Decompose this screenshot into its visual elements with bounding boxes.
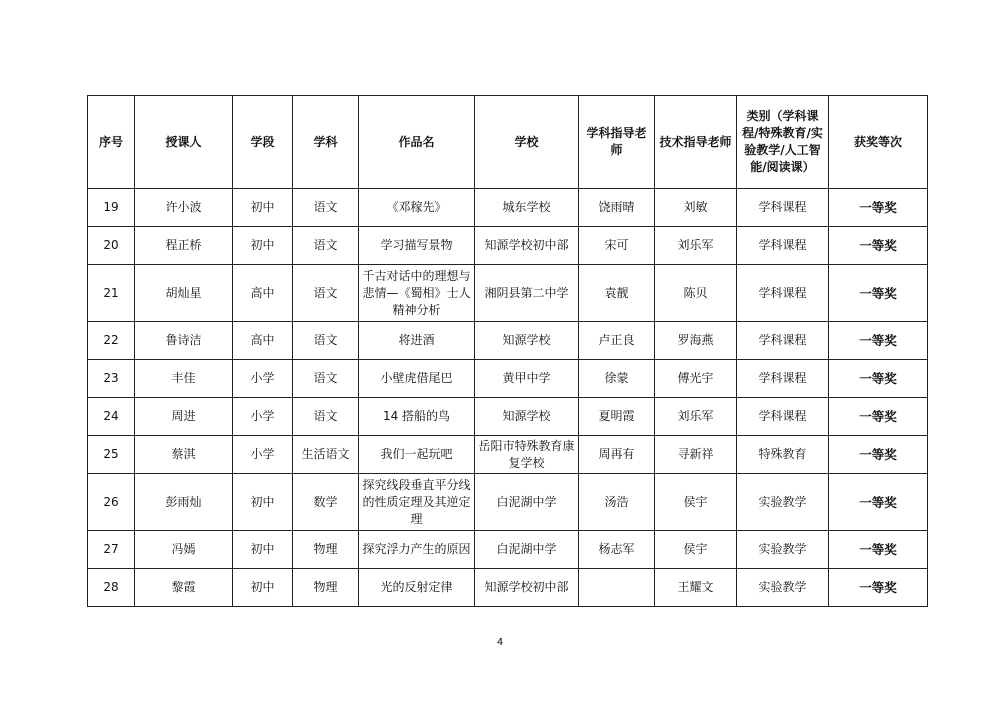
school-cell: 白泥湖中学 (475, 531, 579, 569)
award-cell: 一等奖 (829, 322, 928, 360)
subject-cell: 物理 (293, 569, 359, 607)
school-cell: 知源学校 (475, 322, 579, 360)
tech-advisor-cell: 陈贝 (655, 265, 737, 322)
work-title-cell: 光的反射定律 (359, 569, 475, 607)
stage-cell: 小学 (233, 398, 293, 436)
award-cell: 一等奖 (829, 398, 928, 436)
page-number: 4 (496, 637, 504, 648)
award-cell: 一等奖 (829, 436, 928, 474)
header-cell: 授课人 (135, 96, 233, 189)
subject-advisor-cell: 宋可 (579, 227, 655, 265)
teacher-cell: 黎霞 (135, 569, 233, 607)
table-row (88, 398, 928, 436)
header-cell: 学段 (233, 96, 293, 189)
stage-cell: 初中 (233, 189, 293, 227)
subject-cell: 数学 (293, 474, 359, 531)
subject-cell: 语文 (293, 189, 359, 227)
teacher-cell: 丰佳 (135, 360, 233, 398)
work-title-cell: 学习描写景物 (359, 227, 475, 265)
row-number-cell: 27 (88, 531, 135, 569)
subject-advisor-cell (579, 569, 655, 607)
award-cell: 一等奖 (829, 531, 928, 569)
table-row (88, 569, 928, 607)
work-title-cell: 探究浮力产生的原因 (359, 531, 475, 569)
category-cell: 学科课程 (737, 322, 829, 360)
stage-cell: 高中 (233, 265, 293, 322)
stage-cell: 初中 (233, 531, 293, 569)
school-cell: 岳阳市特殊教育康复学校 (475, 436, 579, 474)
table-row (88, 436, 928, 474)
stage-cell: 初中 (233, 569, 293, 607)
row-number-cell: 25 (88, 436, 135, 474)
teacher-cell: 程正桥 (135, 227, 233, 265)
work-title-cell: 我们一起玩吧 (359, 436, 475, 474)
teacher-cell: 冯嫣 (135, 531, 233, 569)
teacher-cell: 周进 (135, 398, 233, 436)
category-cell: 实验教学 (737, 474, 829, 531)
stage-cell: 高中 (233, 322, 293, 360)
work-title-cell: 千古对话中的理想与悲情—《蜀相》士人精神分析 (359, 265, 475, 322)
subject-advisor-cell: 徐蒙 (579, 360, 655, 398)
teacher-cell: 胡灿星 (135, 265, 233, 322)
row-number-cell: 26 (88, 474, 135, 531)
table-row (88, 360, 928, 398)
tech-advisor-cell: 侯宇 (655, 531, 737, 569)
row-number-cell: 23 (88, 360, 135, 398)
awards-table (87, 95, 928, 607)
table-row (88, 227, 928, 265)
category-cell: 学科课程 (737, 189, 829, 227)
table-row (88, 265, 928, 322)
subject-cell: 物理 (293, 531, 359, 569)
category-cell: 学科课程 (737, 360, 829, 398)
award-cell: 一等奖 (829, 360, 928, 398)
category-cell: 实验教学 (737, 531, 829, 569)
header-cell: 类别（学科课程/特殊教育/实验教学/人工智能/阅读课） (737, 96, 829, 189)
category-cell: 学科课程 (737, 227, 829, 265)
subject-cell: 语文 (293, 398, 359, 436)
header-cell: 学科 (293, 96, 359, 189)
row-number-cell: 19 (88, 189, 135, 227)
work-title-cell: 小壁虎借尾巴 (359, 360, 475, 398)
header-cell: 学校 (475, 96, 579, 189)
school-cell: 知源学校 (475, 398, 579, 436)
category-cell: 学科课程 (737, 265, 829, 322)
school-cell: 湘阴县第二中学 (475, 265, 579, 322)
subject-advisor-cell: 周再有 (579, 436, 655, 474)
award-cell: 一等奖 (829, 189, 928, 227)
teacher-cell: 鲁诗洁 (135, 322, 233, 360)
tech-advisor-cell: 寻新祥 (655, 436, 737, 474)
header-cell: 学科指导老师 (579, 96, 655, 189)
work-title-cell: 将进酒 (359, 322, 475, 360)
subject-advisor-cell: 杨志军 (579, 531, 655, 569)
header-cell: 序号 (88, 96, 135, 189)
table-row (88, 474, 928, 531)
work-title-cell: 14 搭船的鸟 (359, 398, 475, 436)
school-cell: 白泥湖中学 (475, 474, 579, 531)
teacher-cell: 许小波 (135, 189, 233, 227)
row-number-cell: 22 (88, 322, 135, 360)
tech-advisor-cell: 王耀文 (655, 569, 737, 607)
subject-cell: 语文 (293, 227, 359, 265)
award-cell: 一等奖 (829, 474, 928, 531)
school-cell: 黄甲中学 (475, 360, 579, 398)
subject-advisor-cell: 饶雨晴 (579, 189, 655, 227)
header-cell: 作品名 (359, 96, 475, 189)
subject-advisor-cell: 袁靓 (579, 265, 655, 322)
row-number-cell: 21 (88, 265, 135, 322)
subject-advisor-cell: 夏明霞 (579, 398, 655, 436)
award-cell: 一等奖 (829, 227, 928, 265)
subject-cell: 生活语文 (293, 436, 359, 474)
category-cell: 特殊教育 (737, 436, 829, 474)
table-row (88, 322, 928, 360)
header-cell: 技术指导老师 (655, 96, 737, 189)
tech-advisor-cell: 傅光宇 (655, 360, 737, 398)
tech-advisor-cell: 刘乐军 (655, 398, 737, 436)
table-row (88, 531, 928, 569)
subject-cell: 语文 (293, 360, 359, 398)
stage-cell: 小学 (233, 436, 293, 474)
tech-advisor-cell: 刘敏 (655, 189, 737, 227)
header-cell: 获奖等次 (829, 96, 928, 189)
subject-cell: 语文 (293, 322, 359, 360)
row-number-cell: 24 (88, 398, 135, 436)
subject-cell: 语文 (293, 265, 359, 322)
tech-advisor-cell: 罗海燕 (655, 322, 737, 360)
work-title-cell: 探究线段垂直平分线的性质定理及其逆定理 (359, 474, 475, 531)
stage-cell: 小学 (233, 360, 293, 398)
stage-cell: 初中 (233, 227, 293, 265)
subject-advisor-cell: 卢正良 (579, 322, 655, 360)
table-row (88, 189, 928, 227)
table-body (88, 189, 928, 607)
subject-advisor-cell: 汤浩 (579, 474, 655, 531)
award-cell: 一等奖 (829, 265, 928, 322)
award-cell: 一等奖 (829, 569, 928, 607)
category-cell: 学科课程 (737, 398, 829, 436)
stage-cell: 初中 (233, 474, 293, 531)
school-cell: 城东学校 (475, 189, 579, 227)
school-cell: 知源学校初中部 (475, 227, 579, 265)
work-title-cell: 《邓稼先》 (359, 189, 475, 227)
row-number-cell: 28 (88, 569, 135, 607)
row-number-cell: 20 (88, 227, 135, 265)
tech-advisor-cell: 刘乐军 (655, 227, 737, 265)
teacher-cell: 彭雨灿 (135, 474, 233, 531)
category-cell: 实验教学 (737, 569, 829, 607)
table-header-row (88, 96, 928, 189)
tech-advisor-cell: 侯宇 (655, 474, 737, 531)
teacher-cell: 蔡淇 (135, 436, 233, 474)
school-cell: 知源学校初中部 (475, 569, 579, 607)
